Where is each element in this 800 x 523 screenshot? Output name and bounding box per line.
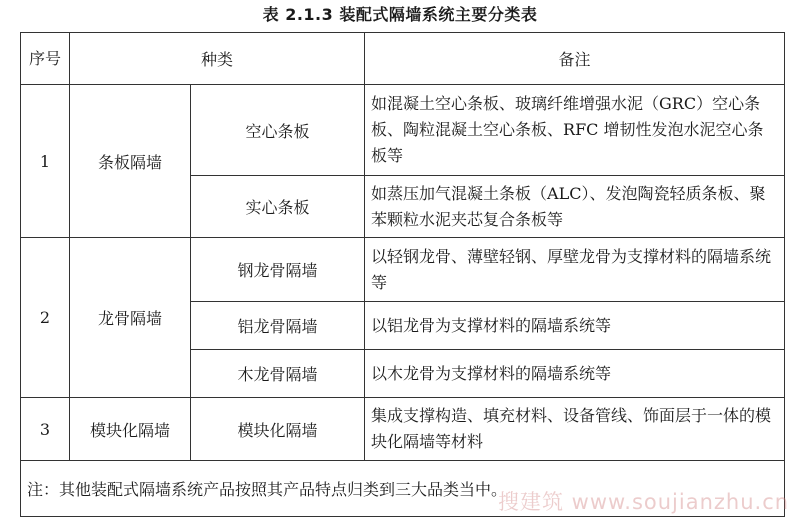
subtype-cell: 实心条板 [191, 176, 365, 238]
seq-cell: 3 [21, 398, 70, 461]
note-cell: 如蒸压加气混凝土条板（ALC）、发泡陶瓷轻质条板、聚苯颗粒水泥夹芯复合条板等 [365, 176, 785, 238]
classification-table [20, 32, 785, 517]
subtype-cell: 钢龙骨隔墙 [191, 238, 365, 302]
header-seq: 序号 [21, 33, 70, 85]
watermark: 搜建筑 www.soujianzhu.cn [498, 490, 790, 514]
subtype-cell: 铝龙骨隔墙 [191, 302, 365, 350]
header-note: 备注 [365, 33, 785, 85]
header-row [21, 33, 785, 85]
footer-row [21, 461, 785, 517]
subtype-cell: 模块化隔墙 [191, 398, 365, 461]
note-cell: 如混凝土空心条板、玻璃纤维增强水泥（GRC）空心条板、陶粒混凝土空心条板、RFC 增韧性发泡水泥空心条板等 [365, 85, 785, 176]
note-cell: 以木龙骨为支撑材料的隔墙系统等 [365, 350, 785, 398]
note-cell: 集成支撑构造、填充材料、设备管线、饰面层于一体的模块化隔墙等材料 [365, 398, 785, 461]
note-cell: 以铝龙骨为支撑材料的隔墙系统等 [365, 302, 785, 350]
subtype-cell: 木龙骨隔墙 [191, 350, 365, 398]
header-kind: 种类 [70, 33, 365, 85]
seq-cell: 1 [21, 85, 70, 238]
note-cell: 以轻钢龙骨、薄壁轻钢、厚壁龙骨为支撑材料的隔墙系统等 [365, 238, 785, 302]
table-row [21, 238, 785, 302]
category-cell: 模块化隔墙 [70, 398, 191, 461]
subtype-cell: 空心条板 [191, 85, 365, 176]
table-row [21, 85, 785, 176]
table-footnote: 注：其他装配式隔墙系统产品按照其产品特点归类到三大品类当中。 [21, 461, 785, 517]
seq-cell: 2 [21, 238, 70, 398]
category-cell: 条板隔墙 [70, 85, 191, 238]
category-cell: 龙骨隔墙 [70, 238, 191, 398]
table-caption: 表 2.1.3 装配式隔墙系统主要分类表 [262, 5, 538, 24]
table-row [21, 398, 785, 461]
